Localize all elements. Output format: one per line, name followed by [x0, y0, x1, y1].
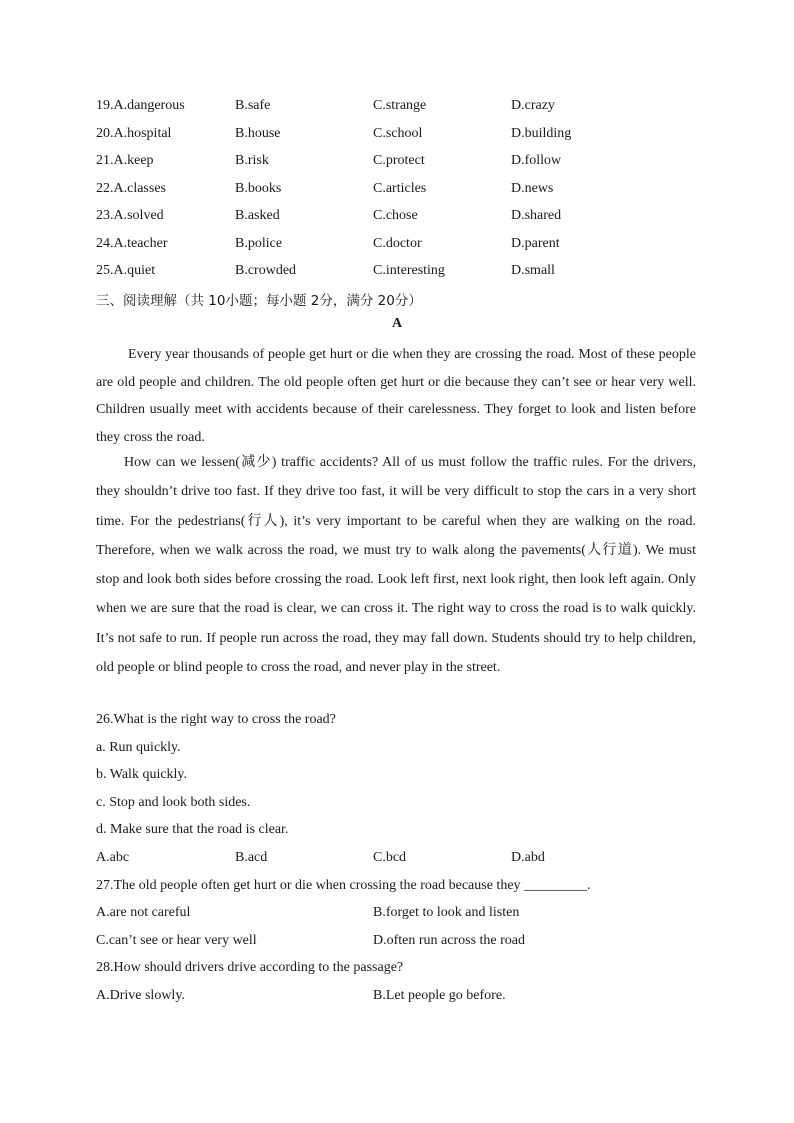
option-b: B.house: [235, 125, 281, 141]
choice-d: D.abd: [511, 849, 545, 865]
q27-choices-row-2: [96, 931, 716, 959]
option-c: C.articles: [373, 180, 427, 196]
option-a: 19.A.dangerous: [96, 98, 185, 113]
option-d: D.small: [511, 263, 555, 278]
choice-b: B.acd: [235, 849, 268, 865]
option-c: C.protect: [373, 153, 425, 168]
choice-c: C.can’t see or hear very well: [96, 932, 257, 948]
option-d: D.news: [511, 180, 554, 196]
option-a: 23.A.solved: [96, 208, 164, 223]
option-b: B.crowded: [235, 263, 297, 278]
option-b: B.safe: [235, 98, 271, 113]
choice-c: C.bcd: [373, 849, 407, 865]
statement-b: b. Walk quickly.: [96, 767, 188, 783]
option-d: D.building: [511, 125, 572, 141]
option-c: C.doctor: [373, 235, 422, 251]
option-b: B.books: [235, 180, 282, 196]
statement-c: c. Stop and look both sides.: [96, 794, 251, 810]
option-a: 22.A.classes: [96, 180, 166, 196]
q28-choices-row-1: [96, 986, 716, 1014]
option-b: B.risk: [235, 153, 269, 168]
choice-a: A.Drive slowly.: [96, 987, 185, 1003]
option-d: D.parent: [511, 235, 560, 251]
q27-choices-row-1: [96, 903, 716, 931]
choice-d: D.often run across the road: [373, 932, 526, 948]
q26-choices: [96, 848, 716, 876]
option-d: D.shared: [511, 208, 562, 223]
questions: [96, 710, 716, 1014]
choice-b: B.forget to look and listen: [373, 905, 520, 921]
passage-paragraph-1: Every year thousands of people get hurt or die when they are crossing the road. Most of these people are old people and children. The old people often get hurt or die because they can’t see or hear very well. Children usually meet with accidents because of their carelessness. They forget to look and listen before they cross the road.: [96, 347, 696, 445]
passage-paragraph-2: How can we lessen(减少) traffic accidents? All of us must follow the traffic rules. For the drivers, they shouldn’t drive too fast. If they drive too fast, it will be very difficult to stop the cars in a very short time. For the pedestrians(行人), it’s very important to be careful when they are walking on the road. Therefore, when we walk across the road, we must try to walk along the pavements(人行道). We must stop and look both sides before crossing the road. Look left first, next look right, then look left again. Only when we are sure that the road is clear, we can cross it. The right way to cross the road is to walk quickly. It’s not safe to run. If people run across the road, they may fall down. Students should try to help children, old people or blind people to cross the road, and never play in the street.: [96, 455, 696, 676]
choice-a: A.abc: [96, 849, 130, 865]
statement-a: a. Run quickly.: [96, 739, 181, 755]
question-26: 26.What is the right way to cross the road?: [96, 712, 336, 727]
option-b: B.asked: [235, 208, 280, 223]
section-title: 三、阅读理解（共 10小题；每小题 2分，满分 20分）: [96, 293, 422, 309]
option-a: 24.A.teacher: [96, 235, 168, 251]
question-27: 27.The old people often get hurt or die when crossing the road because they _________.: [96, 877, 591, 893]
statement-d: d. Make sure that the road is clear.: [96, 822, 289, 838]
option-b: B.police: [235, 235, 283, 251]
option-c: C.chose: [373, 208, 418, 223]
choice-b: B.Let people go before.: [373, 987, 506, 1003]
option-c: C.interesting: [373, 263, 445, 278]
option-d: D.crazy: [511, 98, 555, 113]
option-a: 20.A.hospital: [96, 125, 172, 141]
question-28: 28.How should drivers drive according to the passage?: [96, 960, 404, 976]
option-a: 25.A.quiet: [96, 263, 156, 278]
passage-label: A: [391, 316, 403, 331]
option-d: D.follow: [511, 153, 562, 168]
option-c: C.strange: [373, 98, 427, 113]
option-a: 21.A.keep: [96, 153, 154, 168]
choice-a: A.are not careful: [96, 905, 191, 921]
option-c: C.school: [373, 125, 423, 141]
